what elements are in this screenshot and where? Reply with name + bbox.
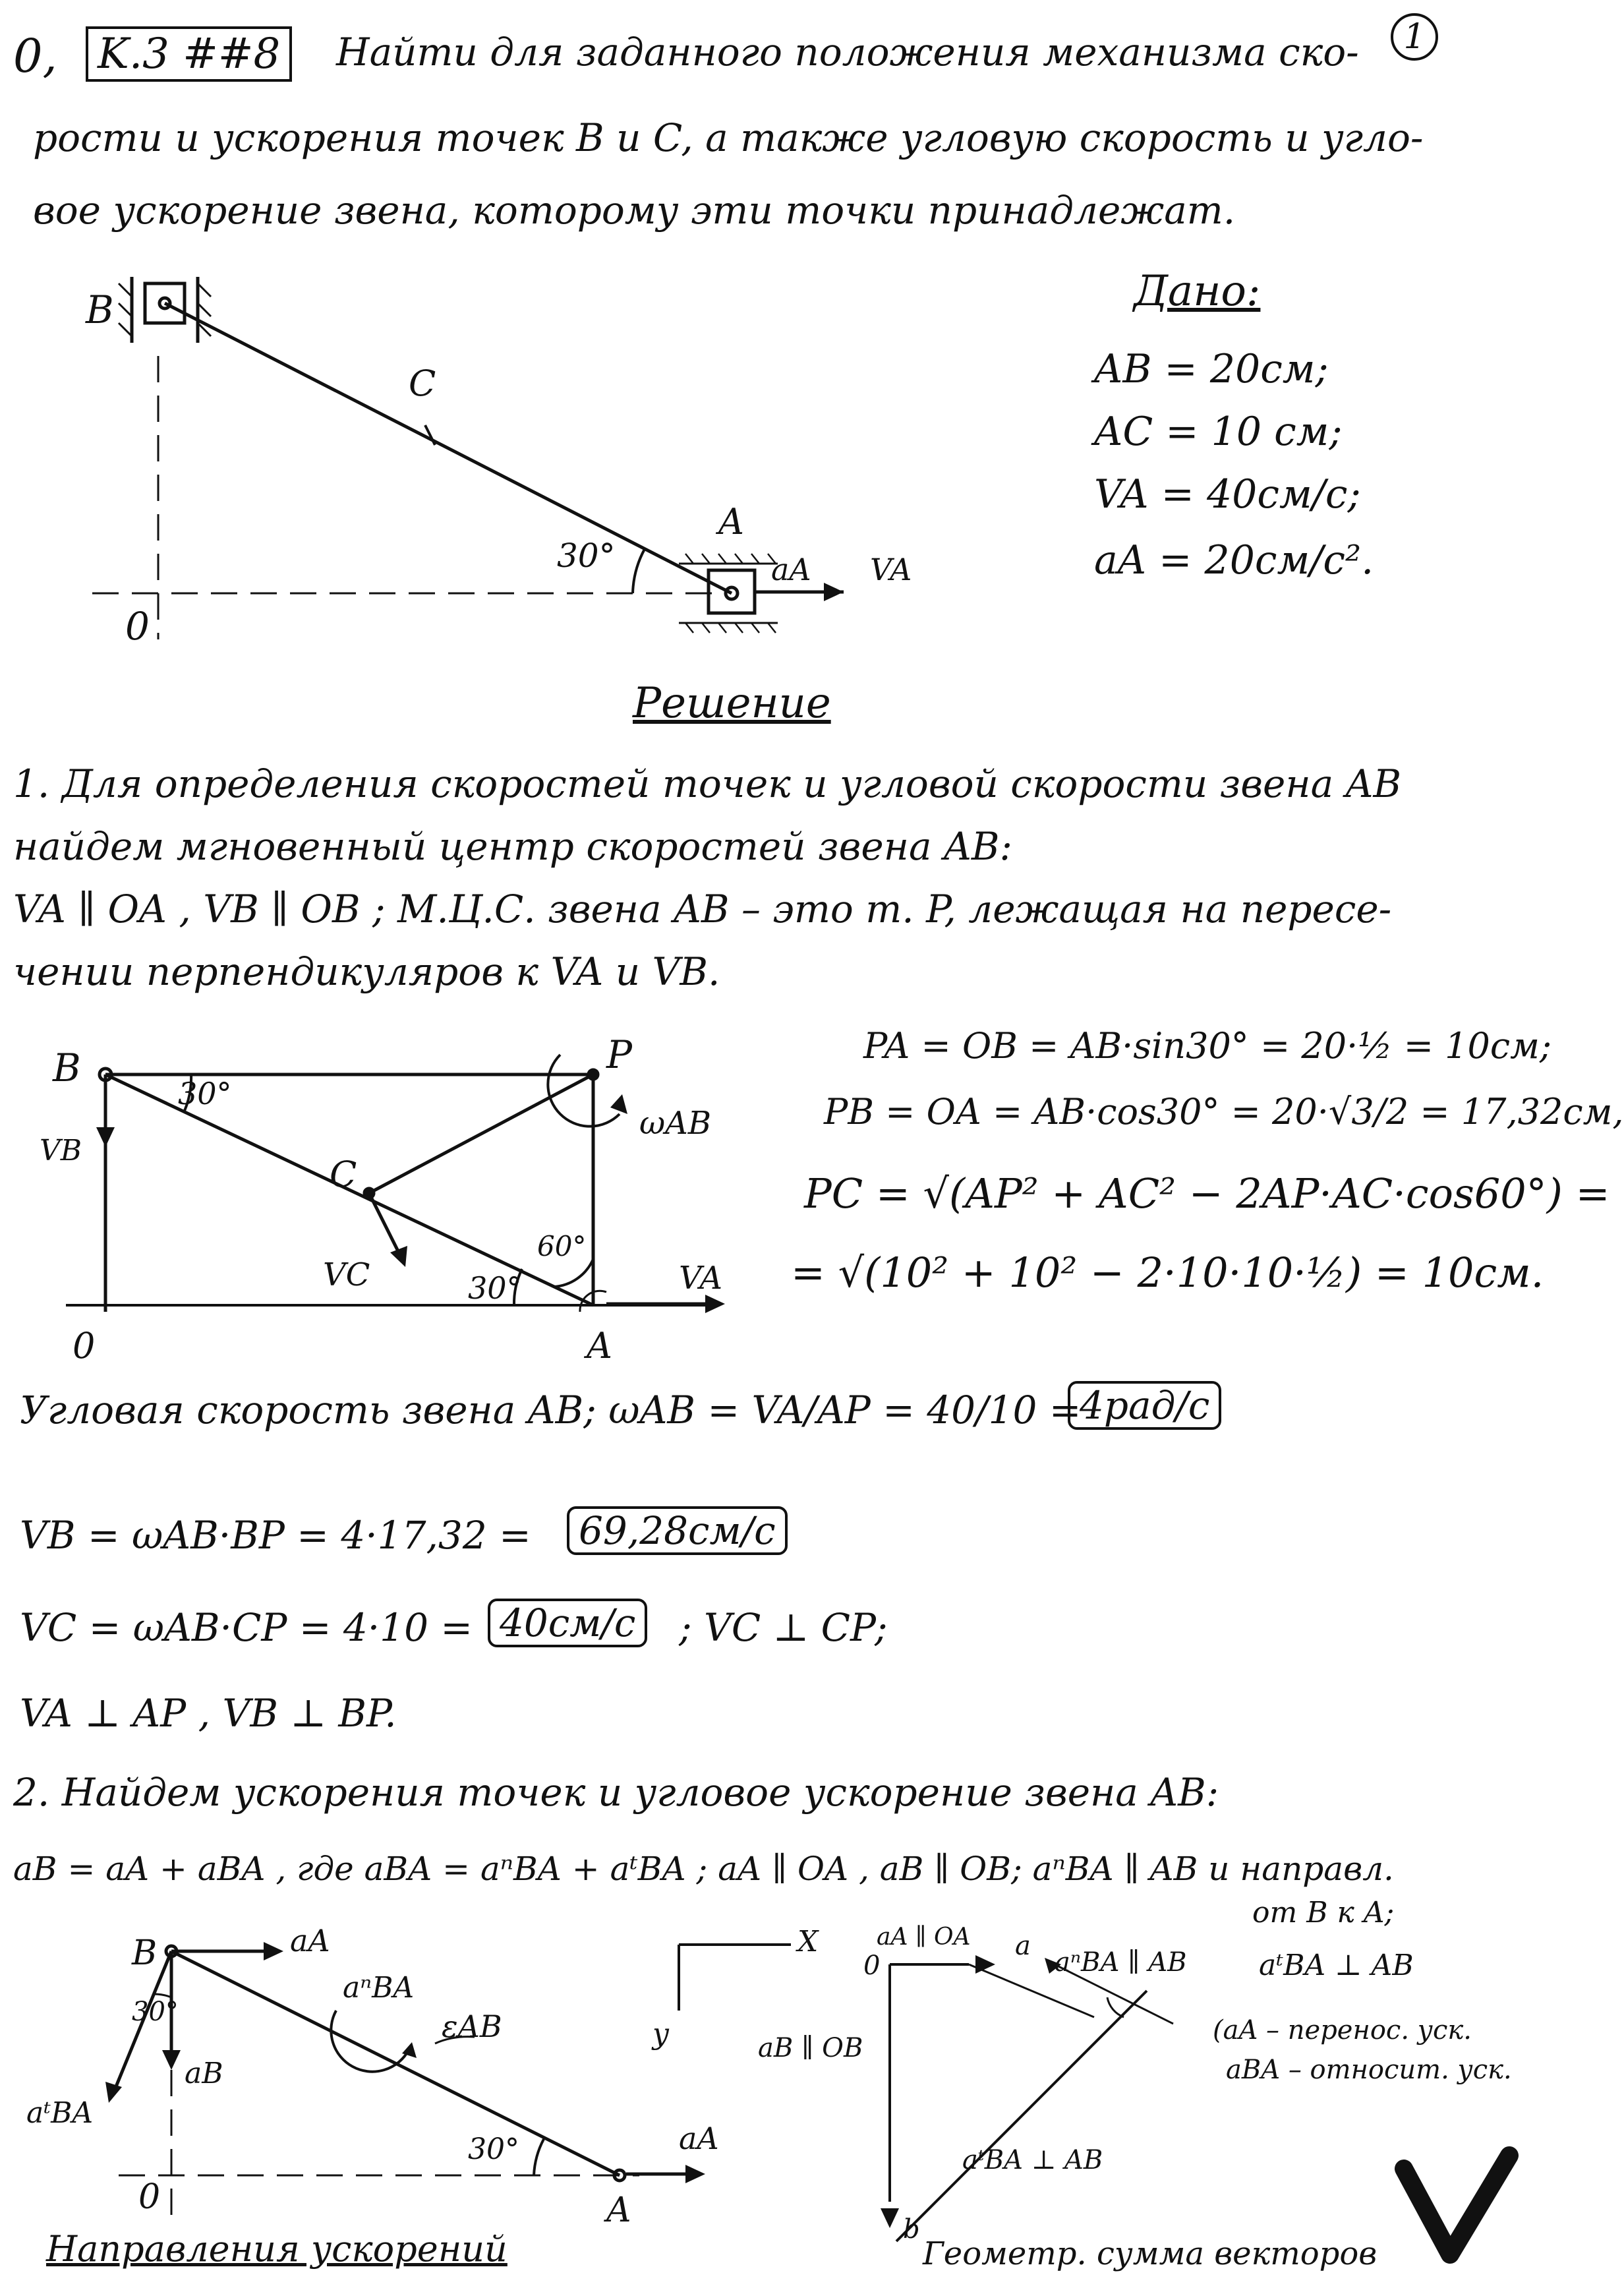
part2-title: 2. Найдем ускорения точек и угловое ускорение звена AB: xyxy=(13,1770,1219,1815)
vb-result: 69,28см/с xyxy=(567,1506,788,1555)
fig1-label-c: C xyxy=(409,363,436,404)
part2-equation: aB = aA + aBA , где aBA = aⁿBA + aᵗBA ; aA ∥ OA , aB ∥ OB; aⁿBA ∥ AB и направл. xyxy=(13,1850,1394,1888)
fig4-caption: Геометр. сумма векторов xyxy=(923,2235,1378,2272)
part2-note-4: aBA – относит. уск. xyxy=(1226,2055,1512,2085)
fig1-label-va: VA xyxy=(870,552,912,587)
check-mark-icon xyxy=(1391,2142,1522,2274)
given-va: VA = 40см/с; xyxy=(1094,471,1361,517)
fig3-label-eps: εAB xyxy=(442,2009,502,2044)
formula-pc-value: = √(10² + 10² − 2·10·10·½) = 10см. xyxy=(791,1249,1544,1297)
fig1-label-o: 0 xyxy=(125,604,150,649)
vb-line: VB = ωAB·BP = 4·17,32 = xyxy=(20,1513,531,1558)
fig4-label-atba: aᵗBA ⊥ AB xyxy=(962,2145,1103,2175)
fig2-label-b: B xyxy=(53,1045,81,1090)
header-line-1: Найти для заданного положения механизма ско- xyxy=(336,30,1359,74)
header-line-3: вое ускорение звена, которому эти точки принадлежат. xyxy=(33,188,1236,233)
fig2-vb: VB xyxy=(40,1134,82,1167)
fig1-label-b: B xyxy=(86,287,114,332)
fig4-label-anba: aⁿBA ∥ AB xyxy=(1055,1947,1187,1978)
acceleration-directions-figure xyxy=(13,1912,738,2281)
formula-pa: PA = OB = AB·sin30° = 20·½ = 10см; xyxy=(863,1025,1552,1067)
task-code: K.3 ##8 xyxy=(86,26,292,82)
fig2-label-a: A xyxy=(587,1325,612,1367)
fig3-label-anba: aⁿBA xyxy=(343,1971,415,2005)
fig3-label-a: A xyxy=(606,2191,631,2230)
vc-result: 40см/с xyxy=(488,1599,647,1647)
vc-tail: ; VC ⊥ CP; xyxy=(679,1605,888,1650)
fig2-angle-a: 30° xyxy=(468,1270,522,1306)
given-ac: AC = 10 см; xyxy=(1094,409,1343,455)
fig4-label-y: y xyxy=(652,2017,669,2051)
omega-line: Угловая скорость звена AB; ωAB = VA/AP = 40/10 = xyxy=(20,1388,1082,1432)
fig3-angle-a: 30° xyxy=(468,2132,519,2166)
solution-title: Решение xyxy=(633,679,831,728)
fig2-label-p: P xyxy=(606,1032,633,1077)
header-line-2: рости и ускорения точек B и C, а также угловую скорость и угло- xyxy=(33,115,1424,160)
part1-line-1: 1. Для определения скоростей точек и угловой скорости звена AB xyxy=(13,761,1402,806)
fig2-vc: VC xyxy=(323,1256,370,1293)
fig3-label-ab: aB xyxy=(185,2057,223,2090)
part2-note-2: aᵗBA ⊥ AB xyxy=(1259,1949,1414,1982)
part2-note-1: от B к A; xyxy=(1252,1896,1395,1929)
fig2-angle-60: 60° xyxy=(537,1230,587,1262)
fig2-label-o: 0 xyxy=(72,1325,96,1367)
fig3-label-aa-top: aA xyxy=(290,1923,330,1958)
fig4-label-o: 0 xyxy=(863,1951,881,1981)
fig4-label-x: X xyxy=(798,1925,819,1958)
fig2-label-c: C xyxy=(330,1154,357,1195)
omega-result: 4рад/с xyxy=(1068,1381,1221,1430)
fig2-va: VA xyxy=(679,1260,723,1297)
given-title: Дано: xyxy=(1134,267,1261,316)
perp-line: VA ⊥ AP , VB ⊥ BP. xyxy=(20,1691,397,1736)
formula-pb: PB = OA = AB·cos30° = 20·√3/2 = 17,32см, xyxy=(824,1091,1624,1132)
fig3-label-b: B xyxy=(132,1933,158,1973)
fig3-label-o: 0 xyxy=(138,2177,161,2217)
fig1-angle: 30° xyxy=(557,537,616,575)
part1-line-2: найдем мгновенный центр скоростей звена AB: xyxy=(13,824,1013,869)
variant-number: 0, xyxy=(13,29,57,83)
part2-note-3: (aA – перенос. уск. xyxy=(1213,2015,1472,2045)
fig3-label-aa-right: aA xyxy=(679,2121,719,2156)
fig3-angle-b: 30° xyxy=(132,1997,179,2027)
fig4-label-ab: aB ∥ OB xyxy=(758,2033,863,2063)
fig1-label-a: A xyxy=(718,501,744,543)
fig3-caption: Направления ускорений xyxy=(46,2228,508,2270)
mechanism-figure xyxy=(66,257,912,666)
vc-line: VC = ωAB·CP = 4·10 = xyxy=(20,1605,473,1650)
given-ab: AB = 20см; xyxy=(1094,346,1329,392)
fig4-label-b: b xyxy=(903,2214,920,2245)
page-number: 1 xyxy=(1391,13,1438,61)
given-aa: aA = 20см/с². xyxy=(1094,537,1374,583)
fig4-label-a: a xyxy=(1015,1931,1031,1961)
fig2-angle-b: 30° xyxy=(178,1076,232,1111)
part1-line-4: чении перпендикуляров к VA и VB. xyxy=(13,949,720,994)
vector-sum-figure xyxy=(633,1924,1213,2245)
fig4-label-aa: aA ∥ OA xyxy=(877,1924,971,1951)
formula-pc: PC = √(AP² + AC² − 2AP·AC·cos60°) = xyxy=(804,1169,1610,1218)
fig1-label-aa: aA xyxy=(771,552,811,587)
part1-line-3: VA ∥ OA , VB ∥ OB ; М.Ц.С. звена AB – это т. P, лежащая на пересе- xyxy=(13,887,1392,931)
instant-center-figure xyxy=(26,1028,804,1371)
fig2-omega: ωAB xyxy=(639,1105,712,1142)
fig3-label-atba: aᵗBA xyxy=(26,2096,94,2130)
